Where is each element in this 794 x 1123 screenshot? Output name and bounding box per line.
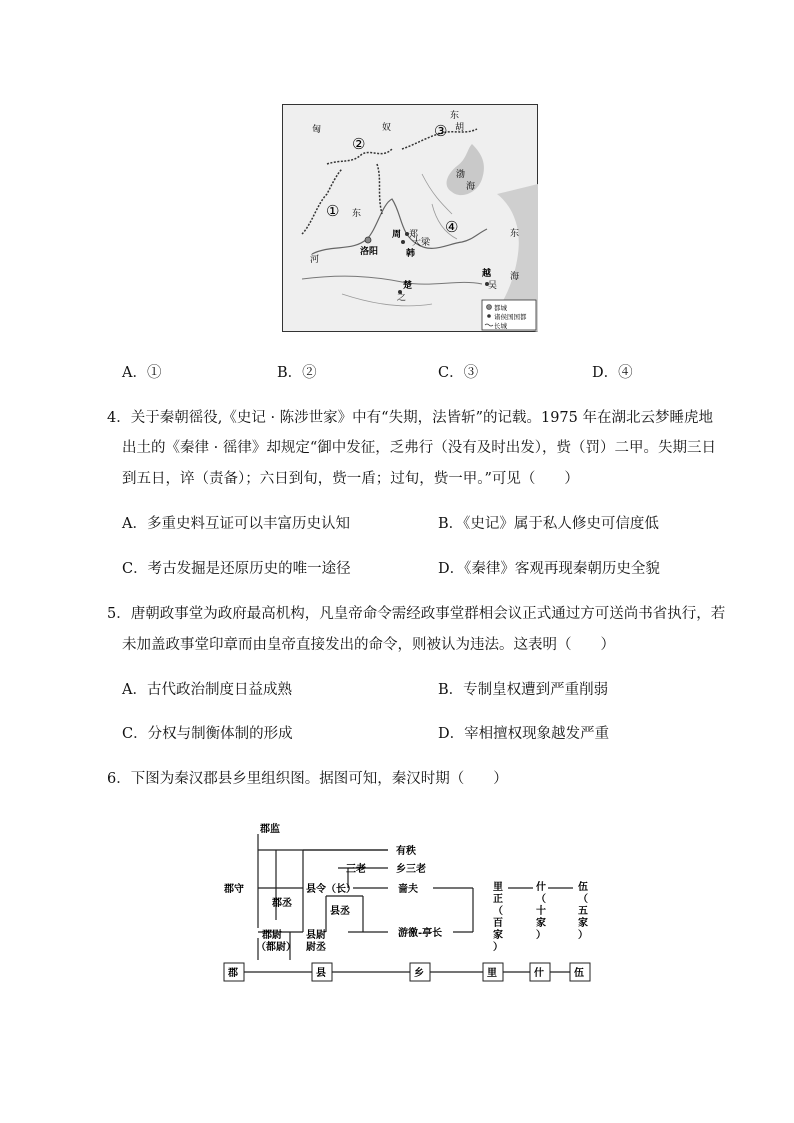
org-node: （都尉）: [256, 942, 296, 953]
org-vertical: 百: [493, 918, 503, 929]
org-vertical: 里: [493, 882, 503, 893]
q6-stem-line: 6．下图为秦汉郡县乡里组织图。据图可知，秦汉时期（ ）: [107, 771, 508, 787]
org-vertical: 伍: [578, 882, 588, 893]
q4-option-c[interactable]: [122, 559, 351, 579]
option-text: 宰相擅权现象越发严重: [464, 726, 610, 742]
marker-circle-1: ①: [326, 202, 340, 220]
option-letter: D．: [592, 365, 619, 381]
org-node: 郡丞: [272, 898, 292, 909]
org-node: 县丞: [330, 906, 350, 917]
option-letter: A．: [122, 516, 147, 532]
option-letter: D．: [438, 726, 465, 742]
option-text: ①: [146, 365, 162, 381]
option-text: ②: [302, 365, 317, 381]
map-label: 海: [466, 182, 476, 192]
option-text: 古代政治制度日益成熟: [146, 682, 292, 698]
org-node: 尉丞: [306, 942, 326, 953]
option-text: 多重史料互证可以丰富历史认知: [146, 516, 350, 532]
org-bottom-box: 里: [487, 968, 497, 979]
option-letter: C．: [122, 561, 148, 577]
map-figure: [282, 104, 538, 332]
q4-stem-line: 到五日，谇（责备）；六日到旬，赀一盾；过旬，赀一甲。”可见（ ）: [122, 471, 579, 487]
option-letter: A．: [122, 682, 147, 698]
org-node: 啬夫: [398, 884, 418, 895]
option-letter: B．: [438, 516, 464, 532]
org-node: 郡守: [224, 884, 244, 895]
option-letter: C．: [122, 726, 148, 742]
city-label: 之: [397, 293, 407, 303]
capital-marker: [365, 237, 371, 243]
org-vertical: 正: [493, 894, 503, 905]
org-bottom-box: 乡: [414, 968, 424, 979]
org-vertical: 家: [493, 930, 503, 941]
option-text: 《史记》属于私人修史可信度低: [463, 516, 659, 532]
map-label: 河: [310, 255, 320, 265]
q4-option-d[interactable]: [438, 559, 660, 579]
map-label: 海: [510, 272, 520, 282]
org-chart: [218, 820, 608, 988]
city-label: 洛阳: [360, 247, 379, 257]
city-label: 周: [392, 230, 402, 240]
option-text: 分权与制衡体制的形成: [147, 726, 293, 742]
org-vertical: 五: [578, 906, 588, 917]
q3-option-b[interactable]: [277, 363, 317, 383]
org-vertical: （: [536, 894, 546, 905]
q3-option-c[interactable]: [438, 363, 478, 383]
map-label: 东: [352, 209, 362, 219]
org-node: 乡三老: [396, 864, 426, 875]
q5-option-d[interactable]: [438, 724, 609, 744]
q5-option-a[interactable]: [122, 680, 292, 700]
org-node: 游徼-亭长: [398, 928, 443, 939]
state-capital-marker: [401, 240, 405, 244]
q4-option-a[interactable]: [122, 514, 350, 534]
q3-option-a[interactable]: [122, 363, 161, 383]
map-label: 胡: [455, 123, 465, 133]
marker-circle-4: ④: [445, 218, 459, 236]
marker-circle-2: ②: [352, 135, 366, 153]
q5-stem-line: 5．唐朝政事堂为政府最高机构，凡皇帝命令需经政事堂群相会议正式通过方可送尚书省执行，若: [107, 606, 726, 622]
org-node: 郡监: [260, 824, 280, 835]
option-letter: A．: [122, 365, 147, 381]
option-text: 《秦律》客观再现秦朝历史全貌: [464, 561, 660, 577]
city-label: 楚: [403, 281, 413, 291]
option-text: 考古发掘是还原历史的唯一途径: [147, 561, 351, 577]
option-letter: B．: [277, 365, 303, 381]
legend-capital: 都城: [494, 304, 507, 312]
org-vertical: （: [578, 894, 588, 905]
org-vertical: ）: [493, 942, 503, 953]
org-node: 三老: [346, 864, 366, 875]
org-vertical: （: [493, 906, 503, 917]
org-vertical: 十: [536, 906, 546, 917]
legend-great-wall: 长城: [494, 322, 507, 330]
map-label: 渤: [456, 170, 466, 180]
org-bottom-box: 郡: [228, 968, 238, 979]
option-letter: C．: [438, 365, 464, 381]
q5-stem-line: 未加盖政事堂印章而由皇帝直接发出的命令，则被认为违法。这表明（ ）: [122, 637, 615, 653]
org-bottom-box: 县: [316, 968, 326, 979]
map-label: 奴: [382, 123, 392, 133]
marker-circle-3: ③: [434, 122, 448, 140]
org-vertical: 什: [536, 882, 546, 893]
option-letter: D．: [438, 561, 465, 577]
city-label: 郑: [409, 230, 419, 240]
city-label: 韩: [406, 249, 416, 259]
map-label: 东: [450, 111, 460, 121]
option-letter: B．: [438, 682, 464, 698]
q5-option-c[interactable]: [122, 724, 293, 744]
q4-stem-line: 4．关于秦朝徭役,《史记 · 陈涉世家》中有“失期，法皆斩”的记载。1975 年在湖北云梦睡虎地: [107, 410, 713, 426]
city-label: 吴: [488, 281, 498, 291]
org-vertical: ）: [536, 930, 546, 941]
legend-state-capital: 诸侯国国都: [494, 313, 527, 321]
org-vertical: 家: [536, 918, 546, 929]
option-text: 专制皇权遭到严重削弱: [463, 682, 609, 698]
org-vertical: ）: [578, 930, 588, 941]
option-text: ④: [618, 365, 633, 381]
option-text: ③: [463, 365, 479, 381]
q4-stem-line: 出土的《秦律 · 徭律》却规定“御中发征，乏弗行（没有及时出发），赀（罚）二甲。失期三日: [122, 440, 716, 456]
org-vertical: 家: [578, 918, 588, 929]
q4-option-b[interactable]: [438, 514, 659, 534]
org-bottom-box: 伍: [574, 968, 584, 979]
q5-option-b[interactable]: [438, 680, 608, 700]
map-label: 东: [510, 229, 520, 239]
org-node: 有秩: [396, 846, 416, 857]
org-node: 县令（长）: [306, 884, 356, 895]
org-node: 郡尉: [262, 930, 282, 941]
org-bottom-box: 什: [534, 968, 544, 979]
city-label: 越: [482, 269, 492, 279]
map-label: 匈: [312, 125, 322, 135]
city-label: 大梁: [412, 238, 431, 248]
q3-option-d[interactable]: [592, 363, 633, 383]
org-node: 县尉: [306, 930, 326, 941]
